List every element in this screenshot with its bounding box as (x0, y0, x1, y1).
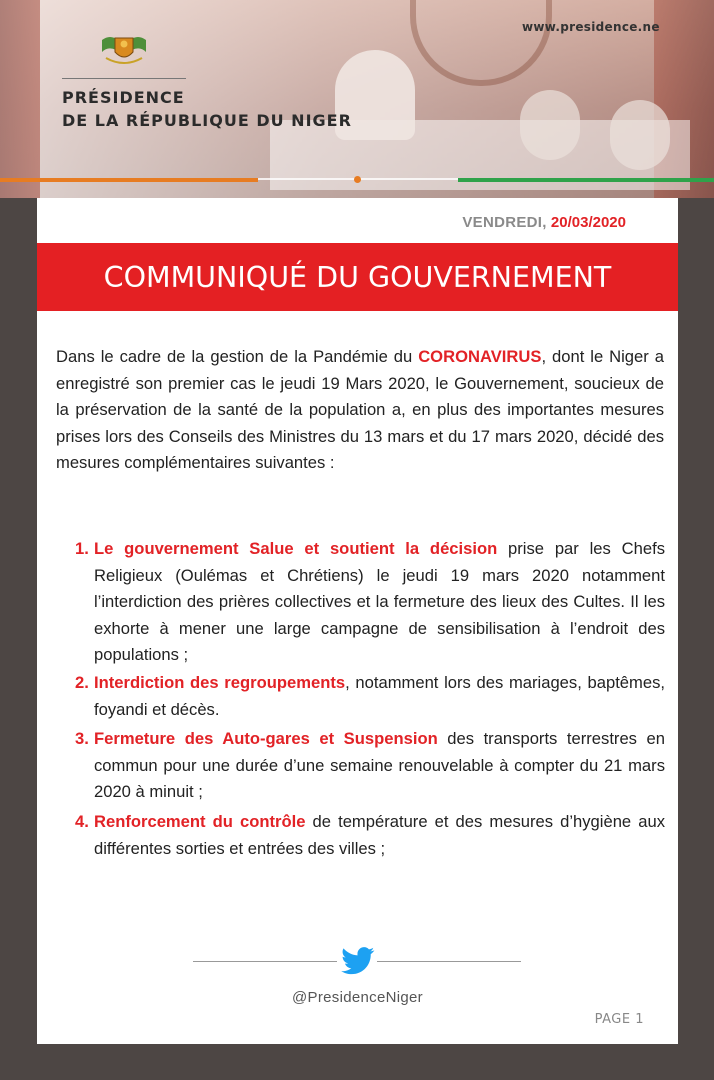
title-banner (37, 243, 678, 311)
header-photo-minister (610, 100, 670, 170)
measure-text: des transports terrestres en commun pour une durée d’une semaine renouvelable à compter du 21 mars 2020 à minuit ; (94, 729, 665, 802)
website-url: www.presidence.ne (522, 20, 660, 34)
measure-text: , notamment lors des mariages, baptêmes, foyandi et décès. (94, 672, 665, 719)
header-photo-curtain-left (0, 0, 40, 198)
flag-sun-dot (354, 176, 361, 183)
date-value: 20/03/2020 (550, 214, 626, 231)
measure-number: 3. (75, 729, 89, 749)
presidency-title-line2: DE LA RÉPUBLIQUE DU NIGER (62, 111, 352, 130)
measure-heading: Renforcement du contrôle (94, 811, 306, 831)
header-photo-minister (520, 90, 580, 160)
header-divider (62, 78, 186, 79)
intro-keyword: CORONAVIRUS (418, 347, 542, 366)
presidency-title (62, 86, 352, 132)
measure-text: prise par les Chefs Religieux (Oulémas et Chrétiens) le jeudi 19 mars 2020 notamment l’interdiction des prières collectives et la fermeture des lieux des Cultes. Il les exhorte à mener une large campagne de sensibilisation à l’endroit des populations ; (94, 539, 665, 665)
intro-text-before: Dans le cadre de la gestion de la Pandémie du (56, 347, 419, 366)
communique-page (37, 198, 678, 1044)
twitter-bird-icon[interactable] (341, 947, 375, 975)
measure-item (75, 670, 665, 723)
measure-heading: Fermeture des Auto-gares et Suspension (94, 729, 438, 749)
header-banner (0, 0, 714, 198)
measure-text: de température et des mesures d’hygiène aux différentes sorties et entrées des villes ; (94, 811, 665, 858)
intro-paragraph (56, 344, 664, 477)
measure-item (75, 809, 665, 862)
measures-list (75, 536, 665, 862)
footer-divider-left (193, 961, 337, 962)
niger-coat-of-arms-icon (96, 32, 152, 68)
intro-text-after: , dont le Niger a enregistré son premier cas le jeudi 19 Mars 2020, le Gouvernement, soucieux de la préservation de la santé de la population a, en plus des importantes mesures prises lors des Conseils des Ministres du 13 mars et du 17 mars 2020, décidé des mesures complémentaires suivantes : (56, 347, 664, 473)
page-number: PAGE 1 (594, 1012, 644, 1027)
date-line (462, 214, 626, 231)
measure-heading: Le gouvernement Salue et soutient la décision (94, 539, 498, 558)
header-photo-arch (410, 0, 552, 86)
measure-item (75, 726, 665, 806)
twitter-handle[interactable]: @PresidenceNiger (292, 989, 423, 1006)
measure-heading: Interdiction des regroupements (94, 672, 346, 692)
measure-number: 2. (75, 672, 89, 692)
presidency-title-line1: PRÉSIDENCE (62, 88, 185, 107)
date-day: VENDREDI, (462, 214, 547, 231)
measure-item (75, 536, 665, 669)
flag-stripe-green (458, 178, 714, 182)
measure-number: 1. (75, 539, 89, 558)
flag-stripe-orange (0, 178, 258, 182)
communique-title: COMMUNIQUÉ DU GOUVERNEMENT (103, 260, 612, 294)
measure-number: 4. (75, 811, 89, 831)
footer-divider-right (377, 961, 521, 962)
